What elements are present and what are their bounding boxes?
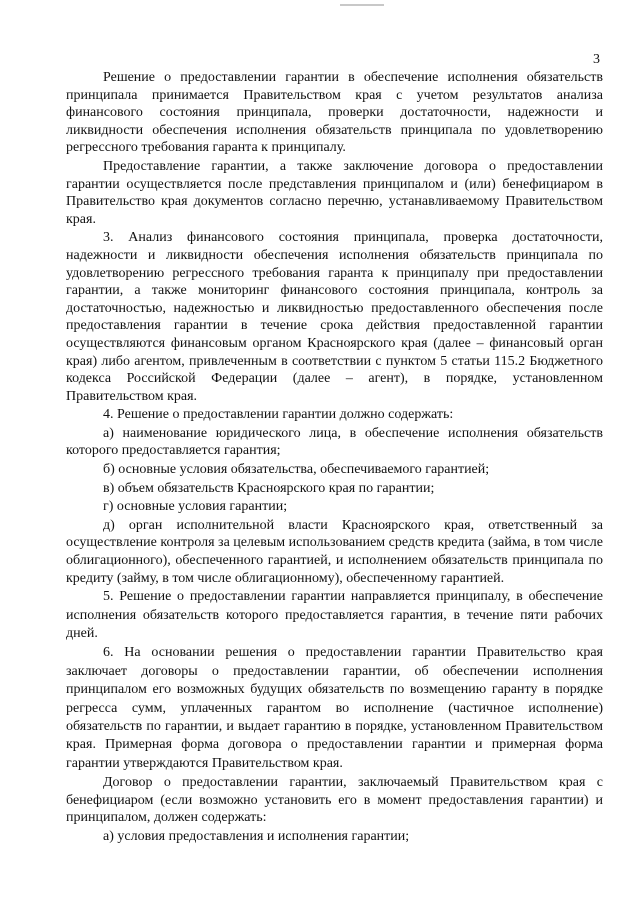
paragraph-item-5: 5. Решение о предоставлении гарантии направляется принципалу, в обеспечение исполнения обязательств которого предоставляется гарантия, в течение пяти рабочих дней. — [66, 589, 603, 642]
paragraph-subitem-v: в) объем обязательств Красноярского края по гарантии; — [103, 480, 435, 496]
paragraph-item-4: 4. Решение о предоставлении гарантии должно содержать: — [103, 407, 454, 423]
paragraph-contract-content: Договор о предоставлении гарантии, заключаемый Правительством края с бенефициаром (если возможно установить его в момент предоставления гарантии) и принципалом, должен содержать: — [66, 775, 603, 826]
paragraph-contract-subitem-a: а) условия предоставления и исполнения гарантии; — [103, 829, 410, 845]
paragraph-subitem-b: б) основные условия обязательства, обеспечиваемого гарантией; — [103, 462, 490, 478]
paragraph-guarantee-decision: Решение о предоставлении гарантии в обеспечение исполнения обязательств принципала принимается Правительством края с учетом результатов анализа финансового состояния принципала, проверки достаточности, надежности и ликвидности обеспечения исполнения обязательств принципала по удовлетворению регрессного требования гаранта к принципалу. — [66, 70, 603, 156]
paragraph-item-6: 6. На основании решения о предоставлении гарантии Правительство края заключает договоры о предоставлении гарантии, об обеспечении исполнения принципалом его возможных будущих обязательств по возмещению гаранту в порядке регресса сумм, уплаченных гарантом во исполнение (частичное исполнение) обязательств по гарантии, и выдает гарантию в порядке, установленном Правительством края. Примерная форма договора о предоставлении гарантии и примерная форма гарантии утверждаются Правительством края. — [66, 645, 603, 771]
page-number: 3 — [593, 52, 600, 67]
scan-mark — [340, 4, 384, 6]
paragraph-subitem-a: а) наименование юридического лица, в обеспечение исполнения обязательств которого предоставляется гарантия; — [66, 425, 603, 459]
paragraph-guarantee-provision: Предоставление гарантии, а также заключение договора о предоставлении гарантии осуществляется после представления принципалом и (или) бенефициаром в Правительство края документов согласно перечню, устанавливаемому Правительством края. — [66, 158, 603, 227]
document-body — [66, 69, 603, 846]
paragraph-subitem-g: г) основные условия гарантии; — [103, 499, 288, 515]
paragraph-item-3: 3. Анализ финансового состояния принципала, проверка достаточности, надежности и ликвидности обеспечения исполнения обязательств принципала по удовлетворению регрессного требования гаранта к принципалу при предоставлении гарантии, а также мониторинг финансового состояния принципала, контроль за достаточностью, надежностью и ликвидностью предоставленного обеспечения после предоставления гарантии в течение срока действия предоставленной гарантии осуществляются финансовым органом Красноярского края (далее – финансовый орган края) либо агентом, привлеченным в соответствии с пунктом 5 статьи 115.2 Бюджетного кодекса Российской Федерации (далее – агент), в порядке, установленном Правительством края. — [66, 230, 603, 404]
paragraph-subitem-d: д) орган исполнительной власти Красноярского края, ответственный за осуществление контроля за целевым использованием средств кредита (займа, в том числе облигационного), обеспеченного гарантией, и исполнением обязательств принципала по кредиту (займу, в том числе облигационному), обеспеченному гарантией. — [66, 517, 603, 586]
